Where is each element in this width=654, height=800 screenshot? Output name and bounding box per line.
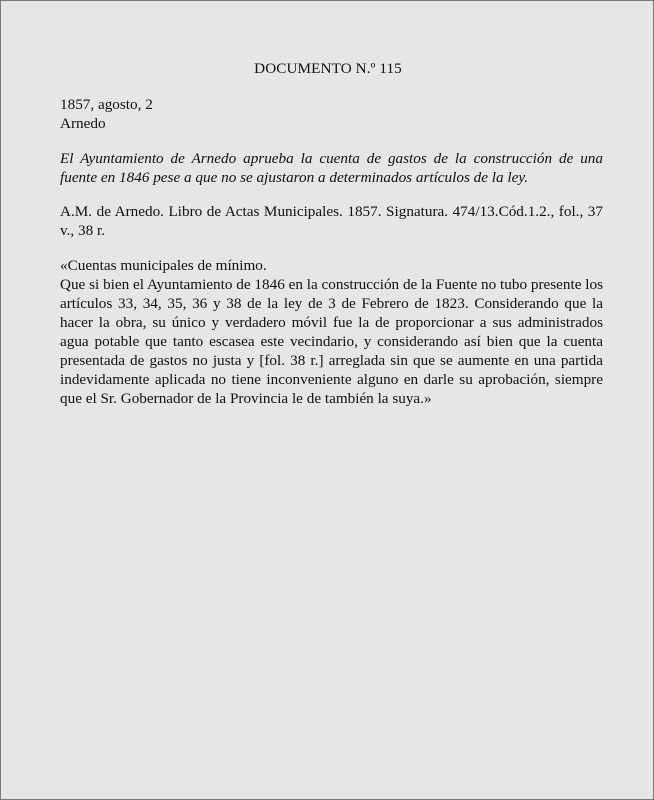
document-date: 1857, agosto, 2: [60, 96, 153, 113]
archival-source: A.M. de Arnedo. Libro de Actas Municipales. 1857. Signatura. 474/13.Cód.1.2., fol., 37 v., 38 r.: [60, 203, 603, 239]
document-title: DOCUMENTO N.º 115: [254, 60, 402, 77]
transcription-heading: «Cuentas municipales de mínimo.: [60, 257, 267, 274]
document-place: Arnedo: [60, 115, 106, 132]
document-summary: El Ayuntamiento de Arnedo aprueba la cuenta de gastos de la construcción de una fuente en 1846 pese a que no se ajustaron a determinados artículos de la ley.: [60, 150, 603, 186]
transcription: [60, 256, 603, 408]
date-place-block: [60, 95, 603, 133]
transcription-body: Que si bien el Ayuntamiento de 1846 en la construcción de la Fuente no tubo presente los artículos 33, 34, 35, 36 y 38 de la ley de 3 de Febrero de 1823. Considerando que la hacer la obra, su único y verdadero móvil fue la de proporcionar a sus administrados agua potable que tanto escasea este vecindario, y considerando así bien que la cuenta presentada de gastos no justa y [fol. 38 r.] arreglada sin que se aumente en una partida indevidamente aplicada no tiene inconveniente alguno en darle su aprobación, siempre que el Sr. Gobernador de la Provincia le de también la suya.»: [60, 276, 603, 407]
